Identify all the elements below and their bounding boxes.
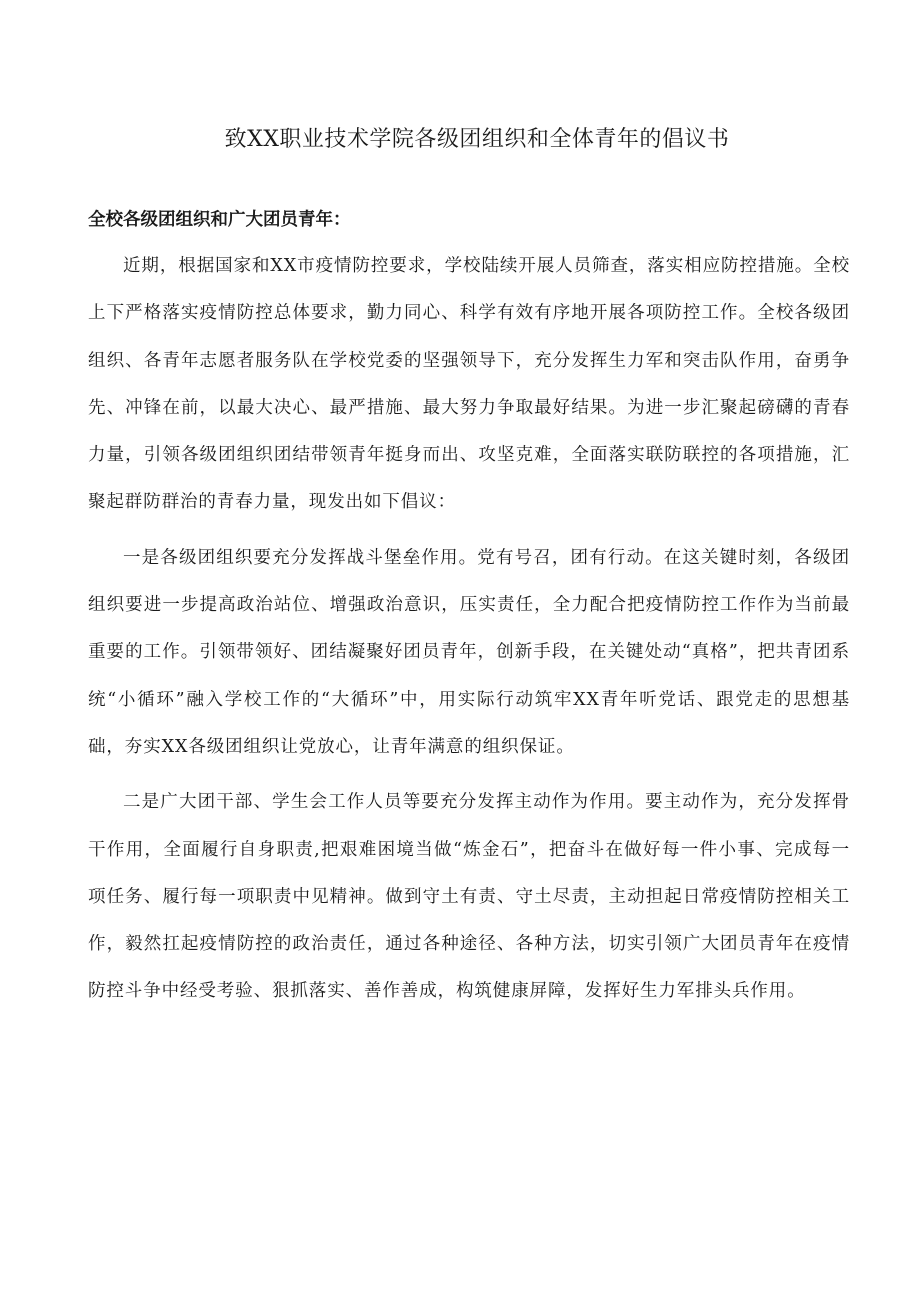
paragraph-proposal-one: 一是各级团组织要充分发挥战斗堡垒作用。党有号召，团有行动。在这关键时刻，各级团组织要进一步提高政治站位、增强政治意识，压实责任，全力配合把疫情防控工作作为当前最重要的工作。引领带领好、团结凝聚好团员青年，创新手段，在关键处动“真格”，把共青团系统“小循环”融入学校工作的“大循环”中，用实际行动筑牢XX青年听党话、跟党走的思想基础，夯实XX各级团组织让党放心，让青年满意的组织保证。 (88, 547, 850, 757)
paragraph-proposal-two: 二是广大团干部、学生会工作人员等要充分发挥主动作为作用。要主动作为，充分发挥骨干作用，全面履行自身职责,把艰难困境当做“炼金石”，把奋斗在做好每一件小事、完成每一项任务、履行每一项职责中见精神。做到守土有责、守土尽责，主动担起日常疫情防控相关工作，毅然扛起疫情防控的政治责任，通过各种途径、各种方法，切实引领广大团员青年在疫情防控斗争中经受考验、狠抓落实、善作善成，构筑健康屏障，发挥好生力军排头兵作用。 (88, 792, 850, 1002)
paragraph-intro: 近期，根据国家和XX市疫情防控要求，学校陆续开展人员筛查，落实相应防控措施。全校上下严格落实疫情防控总体要求，勤力同心、科学有效有序地开展各项防控工作。全校各级团组织、各青年志愿者服务队在学校党委的坚强领导下，充分发挥生力军和突击队作用，奋勇争先、冲锋在前，以最大决心、最严措施、最大努力争取最好结果。为进一步汇聚起磅礴的青春力量，引领各级团组织团结带领青年挺身而出、攻坚克难，全面落实联防联控的各项措施，汇聚起群防群治的青春力量，现发出如下倡议： (88, 256, 850, 513)
document-title: 致XX职业技术学院各级团组织和全体青年的倡议书 (224, 127, 730, 152)
salutation: 全校各级团组织和广大团员青年： (88, 210, 351, 230)
